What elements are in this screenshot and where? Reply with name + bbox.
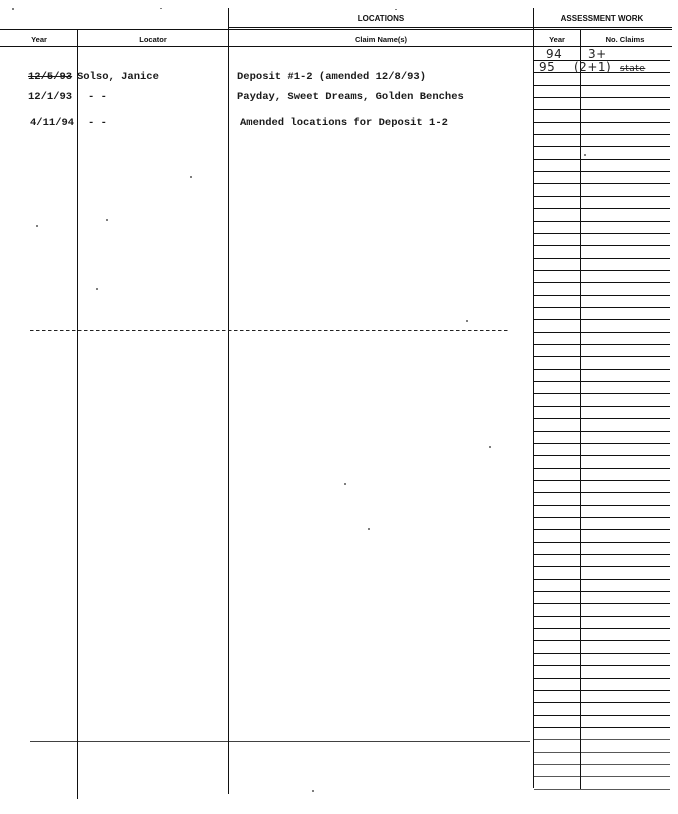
assessment-grid-rule <box>534 208 670 209</box>
assessment-grid-rule <box>534 566 670 567</box>
assessment-grid-rule <box>534 295 670 296</box>
assessment-grid-rule <box>534 418 670 419</box>
location-locator: - - <box>88 117 107 129</box>
assessment-grid-rule <box>534 443 670 444</box>
scan-speck <box>368 528 370 530</box>
assessment-grid-rule <box>534 233 670 234</box>
scan-speck <box>395 9 397 10</box>
assessment-grid-rule <box>534 97 670 98</box>
scan-speck <box>106 219 108 221</box>
scan-speck <box>344 483 346 485</box>
assessment-grid-rule <box>534 492 670 493</box>
assessment-grid-rule <box>534 171 670 172</box>
assessment-grid-rule <box>534 356 670 357</box>
assessment-grid-rule <box>534 715 670 716</box>
scan-speck <box>312 790 314 792</box>
location-year: 12/1/93 <box>28 91 73 103</box>
assessment-grid-rule <box>534 702 670 703</box>
scan-speck <box>190 176 192 178</box>
location-claim: Amended locations for Deposit 1-2 <box>240 117 448 129</box>
assessment-grid-rule <box>534 789 670 790</box>
location-year: 4/11/94 <box>30 117 75 129</box>
assessment-grid-rule <box>534 764 670 765</box>
page-fold-line <box>30 330 510 331</box>
location-locator: - - <box>88 91 107 103</box>
assessment-grid-rule <box>534 591 670 592</box>
assessment-grid-rule <box>534 245 670 246</box>
assessment-grid-rule <box>534 616 670 617</box>
assessment-grid-rule <box>534 480 670 481</box>
header-mid-rule <box>0 29 672 30</box>
assessment-grid-rule <box>534 85 670 86</box>
assessment-grid-rule <box>534 393 670 394</box>
scan-speck <box>12 8 14 10</box>
assessment-year: 94 <box>546 47 563 61</box>
assessment-grid-rule <box>534 517 670 518</box>
scan-speck <box>466 320 468 322</box>
assessment-grid-rule <box>534 134 670 135</box>
location-claim: Deposit #1-2 (amended 12/8/93) <box>237 71 427 83</box>
assessment-grid-rule <box>534 690 670 691</box>
assessment-grid-rule <box>534 529 670 530</box>
assessment-grid-rule <box>534 727 670 728</box>
assessment-claims: (2+1) <box>574 60 612 74</box>
assessment-grid-rule <box>534 369 670 370</box>
assessment-grid-rule <box>534 270 670 271</box>
assessment-grid-rule <box>534 307 670 308</box>
assessment-work-header: ASSESSMENT WORK <box>560 14 644 23</box>
assessment-grid-rule <box>534 653 670 654</box>
assessment-grid-rule <box>534 505 670 506</box>
scan-speck <box>160 8 162 9</box>
assessment-grid-rule <box>534 344 670 345</box>
assessment-grid-rule <box>534 196 670 197</box>
assessment-grid-rule <box>534 109 670 110</box>
assessment-grid-rule <box>534 282 670 283</box>
header-top-rule <box>228 27 672 28</box>
assessment-grid-rule <box>534 258 670 259</box>
assessment-grid-rule <box>534 603 670 604</box>
location-locator: Solso, Janice <box>77 71 159 83</box>
aw-year-column-header: Year <box>549 35 565 44</box>
assessment-grid-rule <box>534 183 670 184</box>
assessment-grid-rule <box>534 332 670 333</box>
no-claims-column-header: No. Claims <box>605 35 645 44</box>
scan-speck <box>96 288 98 290</box>
assessment-grid-rule <box>534 146 670 147</box>
locations-header: LOCATIONS <box>357 14 405 23</box>
assessment-grid-rule <box>534 431 670 432</box>
assessment-year: 95 <box>539 60 556 74</box>
assessment-grid-rule <box>534 776 670 777</box>
assessment-grid-rule <box>534 554 670 555</box>
assessment-grid-rule <box>534 579 670 580</box>
assessment-grid-rule <box>534 381 670 382</box>
scan-speck <box>36 225 38 227</box>
assessment-claims-note: state <box>620 64 646 74</box>
location-row-1 <box>28 71 72 83</box>
assessment-grid-rule <box>534 628 670 629</box>
year-column-header: Year <box>31 35 47 44</box>
locator-column-header: Locator <box>139 35 167 44</box>
assessment-grid-rule <box>534 468 670 469</box>
assessment-grid-rule <box>534 752 670 753</box>
year-locator-divider <box>77 29 78 799</box>
assessment-grid-rule <box>534 542 670 543</box>
assessment-grid-rule <box>534 739 670 740</box>
locator-claim-divider <box>228 8 229 794</box>
assessment-grid-rule <box>534 678 670 679</box>
assessment-grid-rule <box>534 159 670 160</box>
scan-speck <box>584 154 586 156</box>
scan-speck <box>489 446 491 448</box>
assessment-claims: 3+ <box>588 47 607 61</box>
location-claim: Payday, Sweet Dreams, Golden Benches <box>237 91 464 103</box>
assessment-grid-rule <box>534 319 670 320</box>
assessment-grid-rule <box>534 122 670 123</box>
aw-year-claims-divider <box>580 29 581 789</box>
assessment-grid-rule <box>534 640 670 641</box>
claim-assessment-divider <box>533 8 534 788</box>
claim-names-column-header: Claim Name(s) <box>354 35 408 44</box>
assessment-grid-rule <box>534 455 670 456</box>
page-fold-line-lower <box>30 741 530 742</box>
header-bottom-rule <box>0 46 672 47</box>
location-year: 12/5/93 <box>28 71 73 83</box>
assessment-grid-rule <box>534 406 670 407</box>
assessment-grid-rule <box>534 221 670 222</box>
assessment-grid-rule <box>534 665 670 666</box>
